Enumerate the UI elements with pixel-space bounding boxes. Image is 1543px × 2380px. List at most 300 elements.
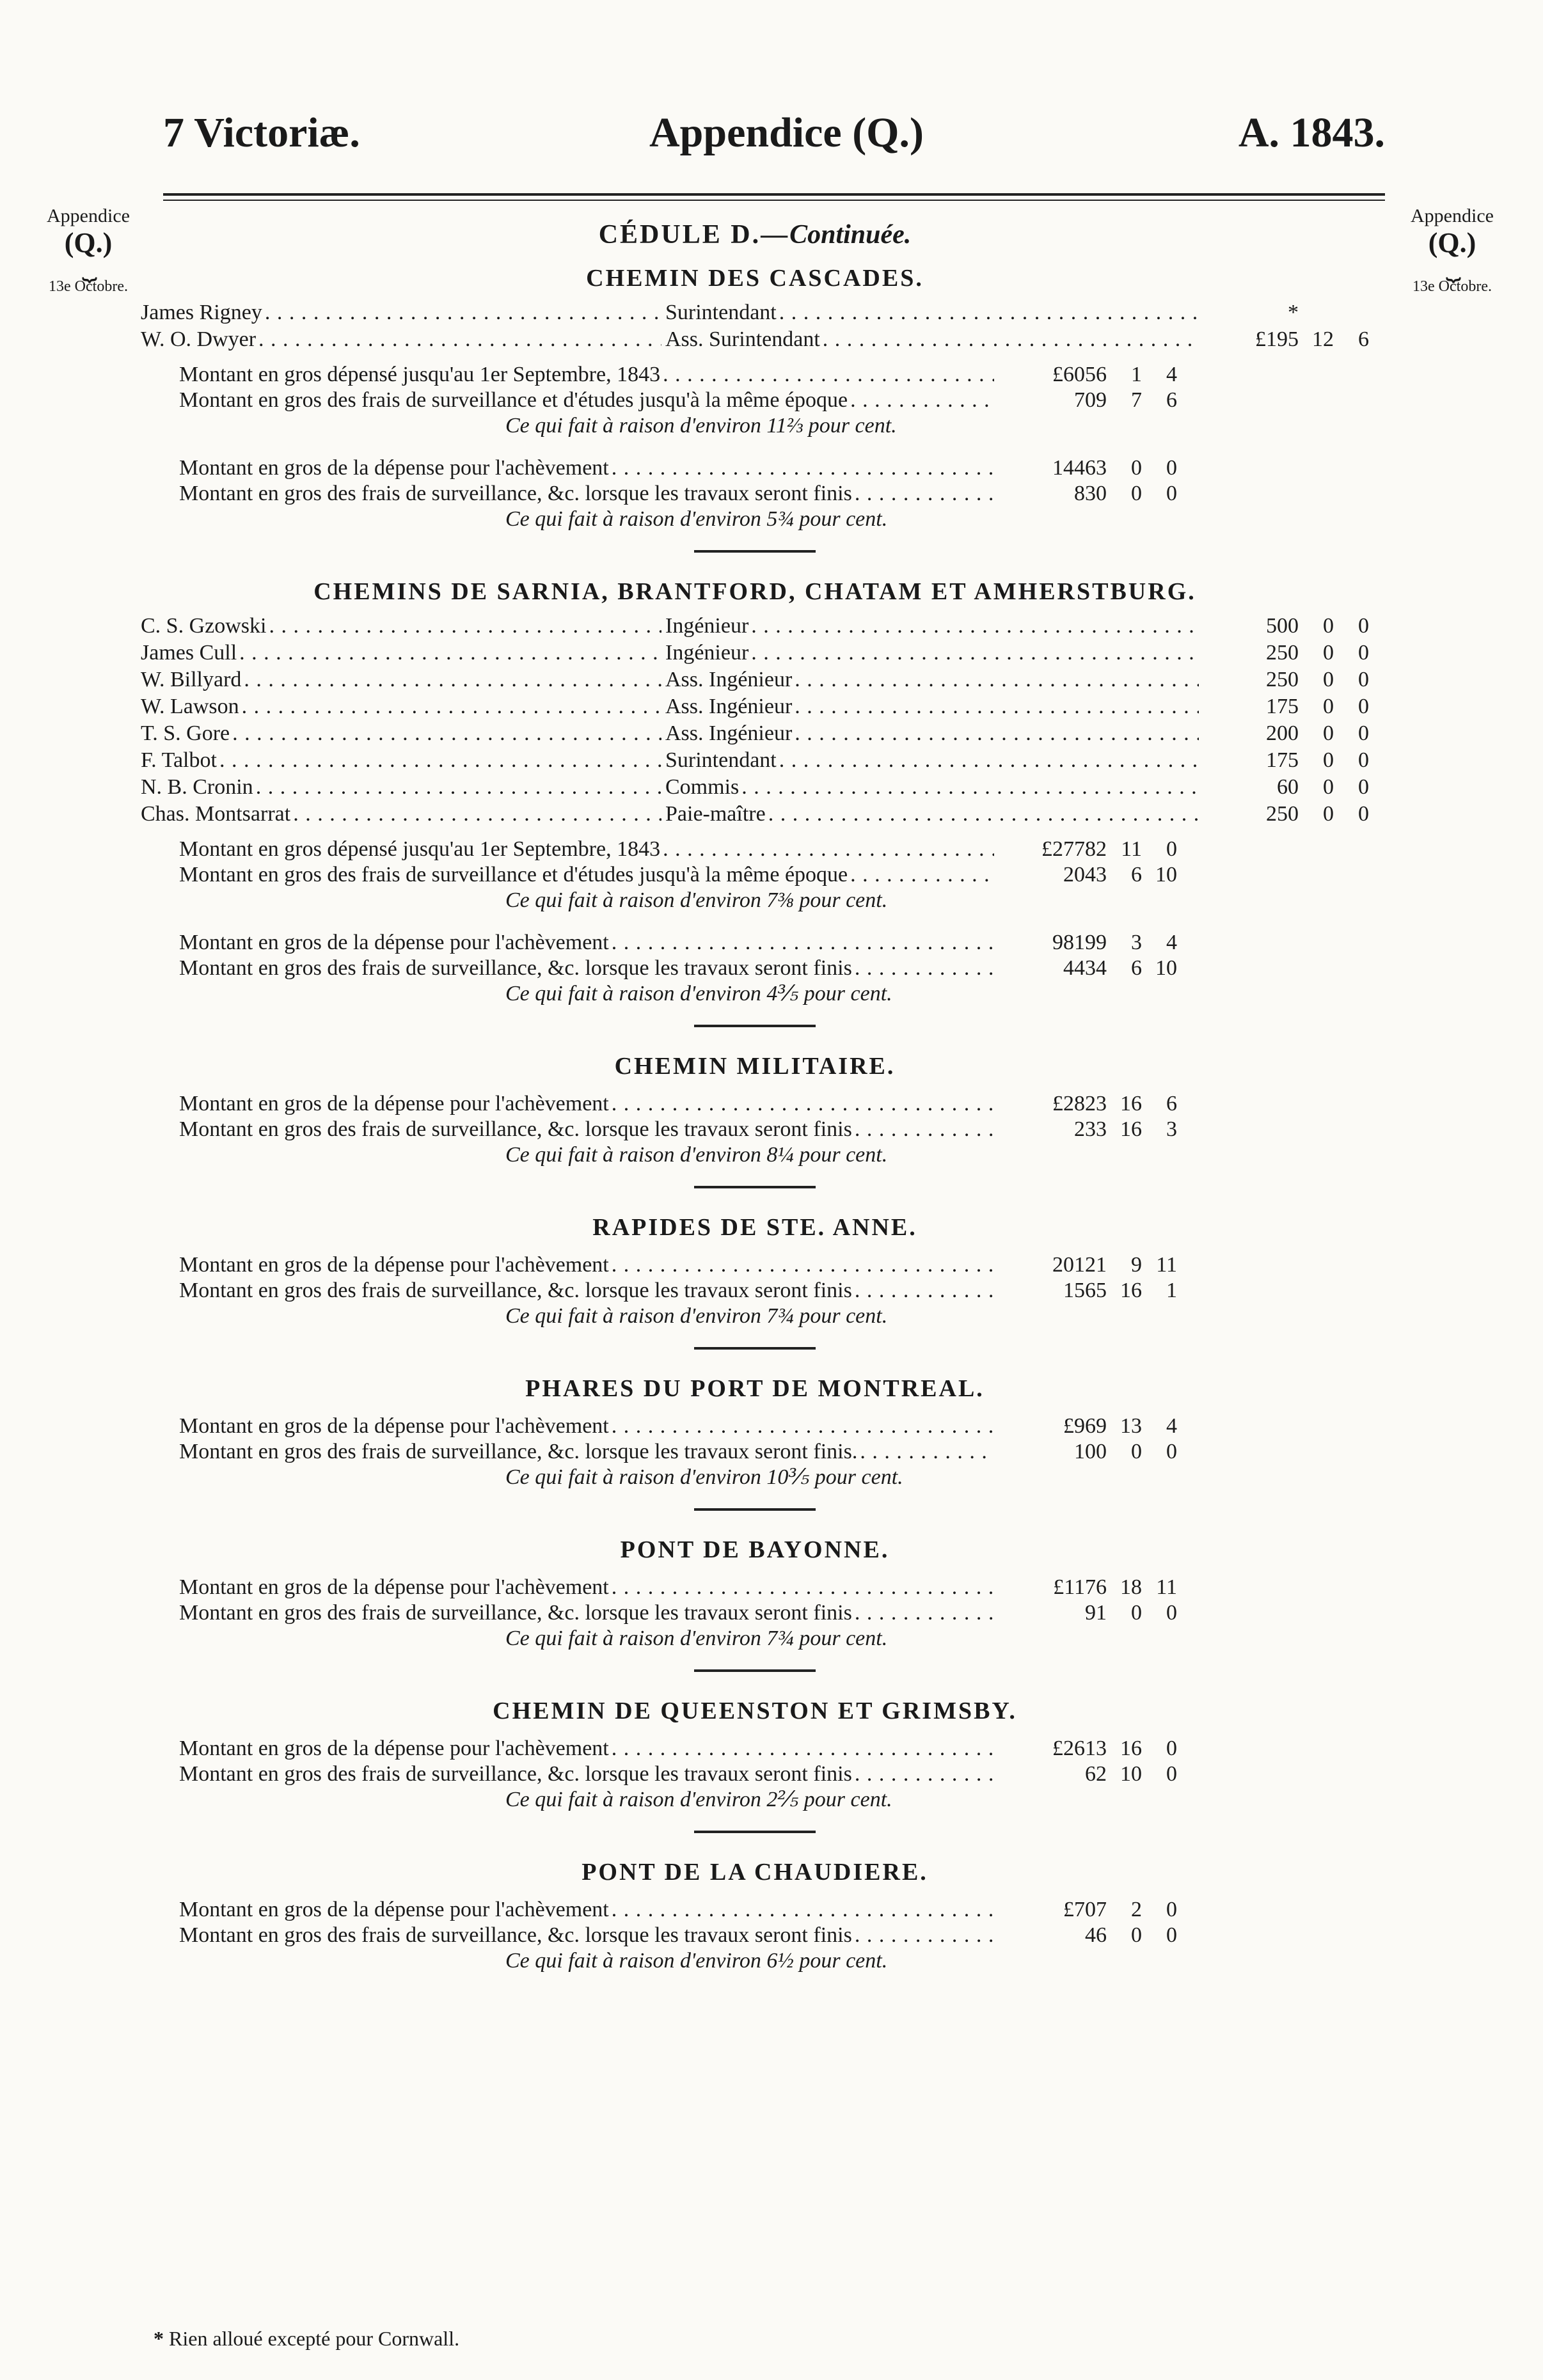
amount-pounds: 175 bbox=[1266, 695, 1299, 718]
schedule-section bbox=[141, 1049, 1369, 1168]
amount-cell bbox=[1203, 666, 1369, 693]
summary-group bbox=[141, 1575, 1369, 1651]
summary-label-cell bbox=[179, 1439, 998, 1465]
dot-leader bbox=[823, 326, 1199, 353]
dot-leader bbox=[850, 862, 994, 888]
dot-leader bbox=[860, 1439, 994, 1465]
dot-leader bbox=[741, 774, 1199, 801]
amount-pounds: 91 bbox=[1085, 1601, 1107, 1625]
amount-pounds: 20121 bbox=[1052, 1253, 1107, 1277]
dot-leader bbox=[242, 693, 661, 720]
summary-group bbox=[141, 1414, 1369, 1490]
staff-role: Ass. Ingénieur bbox=[665, 695, 793, 718]
staff-role-cell bbox=[665, 640, 1203, 666]
staff-name: James Rigney bbox=[141, 301, 262, 324]
schedule-section bbox=[141, 574, 1369, 1007]
dot-leader bbox=[768, 801, 1199, 828]
staff-row bbox=[141, 613, 1369, 640]
summary-line bbox=[141, 388, 1177, 413]
dot-leader bbox=[850, 388, 994, 413]
amount-pounds: 2043 bbox=[1063, 863, 1107, 887]
summary-label: Montant en gros des frais de surveillance, &c. lorsque les travaux seront finis bbox=[179, 1923, 852, 1947]
amount-shillings: 16 bbox=[1120, 1092, 1142, 1115]
running-header bbox=[163, 109, 1385, 173]
dot-leader bbox=[612, 1252, 994, 1278]
amount-shillings: 0 bbox=[1323, 641, 1334, 665]
staff-name: W. O. Dwyer bbox=[141, 327, 257, 351]
amount-shillings: 6 bbox=[1131, 956, 1142, 980]
amount-pence: 0 bbox=[1166, 1737, 1177, 1760]
amount-shillings: 18 bbox=[1120, 1575, 1142, 1599]
amount-shillings: 0 bbox=[1323, 748, 1334, 772]
amount-shillings: 0 bbox=[1323, 695, 1334, 718]
amount-pence: 10 bbox=[1155, 863, 1177, 887]
staff-role: Paie-maître bbox=[665, 802, 766, 826]
amount-pounds: 233 bbox=[1074, 1117, 1107, 1141]
section-divider bbox=[694, 1669, 816, 1672]
summary-label: Montant en gros des frais de surveillance et d'études jusqu'à la même époque bbox=[179, 863, 848, 887]
summary-line bbox=[141, 1414, 1177, 1439]
schedule-title-continued: Continuée. bbox=[789, 220, 912, 249]
dot-leader bbox=[855, 1600, 994, 1626]
dot-leader bbox=[751, 613, 1199, 640]
margin-date: 13e Octobre. bbox=[1412, 278, 1492, 295]
dot-leader bbox=[795, 693, 1199, 720]
amount-pence: 0 bbox=[1358, 695, 1369, 718]
staff-row bbox=[141, 774, 1369, 801]
staff-row bbox=[141, 326, 1369, 353]
summary-line bbox=[141, 1736, 1177, 1761]
staff-name-cell bbox=[141, 693, 665, 720]
summary-label-cell bbox=[179, 1600, 998, 1626]
footnote-text: Rien alloué excepté pour Cornwall. bbox=[169, 2327, 460, 2350]
amount-shillings: 2 bbox=[1131, 1898, 1142, 1921]
summary-label-cell bbox=[179, 1414, 998, 1439]
amount-pounds: 62 bbox=[1085, 1762, 1107, 1786]
dot-leader bbox=[612, 1897, 994, 1923]
dot-leader bbox=[779, 299, 1199, 326]
amount-cell bbox=[1203, 720, 1369, 747]
staff-name-cell bbox=[141, 801, 665, 828]
summary-group bbox=[141, 455, 1369, 532]
dot-leader bbox=[663, 837, 994, 862]
section-title: CHEMIN DES CASCADES. bbox=[586, 265, 924, 292]
amount-pence: 4 bbox=[1166, 363, 1177, 386]
amount-pounds: 98199 bbox=[1052, 931, 1107, 954]
amount-shillings: 7 bbox=[1131, 388, 1142, 412]
dot-leader bbox=[244, 666, 661, 693]
margin-brace: ⏟ bbox=[1446, 252, 1459, 281]
schedule-section bbox=[141, 261, 1369, 532]
section-title: RAPIDES DE STE. ANNE. bbox=[592, 1214, 917, 1241]
amount-pounds: 830 bbox=[1074, 482, 1107, 505]
staff-role-cell bbox=[665, 299, 1203, 326]
summary-line bbox=[141, 1923, 1177, 1948]
staff-name-cell bbox=[141, 720, 665, 747]
amount-shillings: 1 bbox=[1131, 363, 1142, 386]
summary-line bbox=[141, 1439, 1177, 1465]
staff-name: N. B. Cronin bbox=[141, 775, 253, 799]
staff-role: Ingénieur bbox=[665, 641, 749, 665]
summary-label-cell bbox=[179, 1761, 998, 1787]
margin-label: Appendice bbox=[47, 205, 130, 226]
staff-name: F. Talbot bbox=[141, 748, 217, 772]
dot-leader bbox=[855, 1117, 994, 1142]
amount-cell bbox=[998, 1575, 1177, 1600]
amount-pence: 0 bbox=[1358, 614, 1369, 638]
amount-pence: 6 bbox=[1166, 1092, 1177, 1115]
section-divider bbox=[694, 550, 816, 553]
staff-name-cell bbox=[141, 640, 665, 666]
amount-cell bbox=[1203, 747, 1369, 774]
summary-line bbox=[141, 481, 1177, 507]
header-rule bbox=[163, 193, 1385, 196]
summary-label-cell bbox=[179, 862, 998, 888]
amount-pence: 0 bbox=[1358, 641, 1369, 665]
staff-role-cell bbox=[665, 720, 1203, 747]
staff-row bbox=[141, 640, 1369, 666]
amount-pounds: 200 bbox=[1266, 721, 1299, 745]
header-year: A. 1843. bbox=[1238, 109, 1385, 156]
staff-role-cell bbox=[665, 666, 1203, 693]
amount-pence: 3 bbox=[1166, 1117, 1177, 1141]
staff-name: James Cull bbox=[141, 641, 237, 665]
amount-shillings: 0 bbox=[1131, 482, 1142, 505]
amount-pence: 4 bbox=[1166, 1414, 1177, 1438]
amount-cell bbox=[1203, 640, 1369, 666]
summary-label-cell bbox=[179, 1091, 998, 1117]
amount-pence: 1 bbox=[1166, 1279, 1177, 1302]
summary-group bbox=[141, 837, 1369, 913]
summary-line bbox=[141, 1761, 1177, 1787]
amount-pence: 0 bbox=[1166, 1898, 1177, 1921]
amount-shillings: 0 bbox=[1323, 775, 1334, 799]
staff-name-cell bbox=[141, 613, 665, 640]
amount-shillings bbox=[1299, 299, 1334, 326]
dot-leader bbox=[258, 326, 661, 353]
summary-line bbox=[141, 1252, 1177, 1278]
staff-role: Ingénieur bbox=[665, 614, 749, 638]
amount-cell bbox=[998, 455, 1177, 481]
percentage-note: Ce qui fait à raison d'environ 2⅖ pour cent. bbox=[505, 1788, 892, 1811]
amount-pence: 6 bbox=[1358, 327, 1369, 351]
section-divider bbox=[694, 1025, 816, 1027]
summary-label: Montant en gros des frais de surveillance, &c. lorsque les travaux seront finis bbox=[179, 1117, 852, 1141]
staff-name: C. S. Gzowski bbox=[141, 614, 267, 638]
section-divider bbox=[694, 1508, 816, 1511]
summary-line bbox=[141, 362, 1177, 388]
summary-label: Montant en gros de la dépense pour l'achèvement bbox=[179, 456, 609, 480]
amount-cell bbox=[1203, 693, 1369, 720]
amount-pounds: £707 bbox=[1063, 1898, 1107, 1921]
amount-cell bbox=[998, 837, 1177, 862]
amount-shillings: 16 bbox=[1120, 1737, 1142, 1760]
summary-line bbox=[141, 862, 1177, 888]
amount-shillings: 0 bbox=[1323, 668, 1334, 691]
amount-cell bbox=[998, 1897, 1177, 1923]
amount-pounds: 60 bbox=[1277, 775, 1299, 799]
summary-group bbox=[141, 1252, 1369, 1329]
dot-leader bbox=[219, 747, 661, 774]
amount-cell bbox=[998, 1278, 1177, 1304]
dot-leader bbox=[612, 1414, 994, 1439]
summary-line bbox=[141, 1897, 1177, 1923]
amount-cell bbox=[998, 1091, 1177, 1117]
section-title: PHARES DU PORT DE MONTREAL. bbox=[525, 1375, 985, 1402]
dot-leader bbox=[293, 801, 661, 828]
amount-cell bbox=[1203, 774, 1369, 801]
amount-cell bbox=[998, 930, 1177, 956]
staff-list bbox=[141, 299, 1369, 353]
summary-label: Montant en gros des frais de surveillance, &c. lorsque les travaux seront finis bbox=[179, 482, 852, 505]
dot-leader bbox=[855, 1761, 994, 1787]
dot-leader bbox=[269, 613, 661, 640]
section-divider bbox=[694, 1831, 816, 1833]
staff-name: Chas. Montsarrat bbox=[141, 802, 291, 826]
amount-shillings: 0 bbox=[1323, 614, 1334, 638]
staff-name-cell bbox=[141, 747, 665, 774]
summary-label-cell bbox=[179, 1252, 998, 1278]
staff-row bbox=[141, 720, 1369, 747]
amount-shillings: 10 bbox=[1120, 1762, 1142, 1786]
dot-leader bbox=[256, 774, 661, 801]
amount-pence: 0 bbox=[1358, 721, 1369, 745]
amount-pounds: * bbox=[1288, 301, 1299, 324]
summary-label-cell bbox=[179, 1575, 998, 1600]
amount-cell bbox=[998, 1600, 1177, 1626]
summary-line bbox=[141, 1575, 1177, 1600]
amount-shillings: 0 bbox=[1131, 456, 1142, 480]
amount-pence: 0 bbox=[1166, 456, 1177, 480]
amount-pence: 0 bbox=[1166, 1762, 1177, 1786]
summary-line bbox=[141, 1091, 1177, 1117]
amount-cell bbox=[998, 1414, 1177, 1439]
footnote bbox=[154, 2327, 459, 2351]
amount-pounds: 250 bbox=[1266, 641, 1299, 665]
summary-line bbox=[141, 1117, 1177, 1142]
amount-pounds: 175 bbox=[1266, 748, 1299, 772]
staff-role-cell bbox=[665, 774, 1203, 801]
summary-label-cell bbox=[179, 1736, 998, 1761]
amount-shillings: 0 bbox=[1131, 1440, 1142, 1463]
amount-pence: 0 bbox=[1358, 802, 1369, 826]
amount-cell bbox=[1203, 299, 1369, 326]
amount-cell bbox=[998, 956, 1177, 981]
summary-label: Montant en gros de la dépense pour l'achèvement bbox=[179, 1414, 609, 1438]
header-appendix: Appendice (Q.) bbox=[649, 109, 924, 156]
summary-label-cell bbox=[179, 481, 998, 507]
schedule-section bbox=[141, 1210, 1369, 1329]
margin-note-left bbox=[18, 205, 159, 298]
amount-pence: 0 bbox=[1166, 1440, 1177, 1463]
dot-leader bbox=[612, 1091, 994, 1117]
summary-label-cell bbox=[179, 455, 998, 481]
staff-role-cell bbox=[665, 613, 1203, 640]
schedule-title-main: CÉDULE D.— bbox=[598, 220, 790, 249]
summary-label-cell bbox=[179, 362, 998, 388]
dot-leader bbox=[751, 640, 1199, 666]
summary-label: Montant en gros des frais de surveillance, &c. lorsque les travaux seront finis bbox=[179, 956, 852, 980]
summary-group bbox=[141, 1736, 1369, 1813]
summary-label: Montant en gros de la dépense pour l'achèvement bbox=[179, 1898, 609, 1921]
amount-cell bbox=[998, 1439, 1177, 1465]
dot-leader bbox=[265, 299, 661, 326]
schedule-title bbox=[141, 217, 1369, 252]
amount-pence: 0 bbox=[1166, 837, 1177, 861]
amount-shillings: 13 bbox=[1120, 1414, 1142, 1438]
section-title: CHEMIN DE QUEENSTON ET GRIMSBY. bbox=[493, 1698, 1017, 1724]
summary-label: Montant en gros des frais de surveillance, &c. lorsque les travaux seront finis. bbox=[179, 1440, 858, 1463]
amount-shillings: 0 bbox=[1131, 1601, 1142, 1625]
dot-leader bbox=[663, 362, 994, 388]
amount-pounds: 250 bbox=[1266, 668, 1299, 691]
amount-pence: 0 bbox=[1358, 775, 1369, 799]
amount-pounds: £195 bbox=[1255, 327, 1299, 351]
staff-role: Surintendant bbox=[665, 301, 777, 324]
header-regnal-year: 7 Victoriæ. bbox=[163, 109, 360, 156]
amount-shillings: 0 bbox=[1323, 802, 1334, 826]
dot-leader bbox=[779, 747, 1199, 774]
dot-leader bbox=[855, 1278, 994, 1304]
staff-row bbox=[141, 299, 1369, 326]
amount-cell bbox=[998, 388, 1177, 413]
staff-name: T. S. Gore bbox=[141, 721, 230, 745]
dot-leader bbox=[612, 455, 994, 481]
margin-date: 13e Octobre. bbox=[49, 278, 128, 295]
amount-shillings: 9 bbox=[1131, 1253, 1142, 1277]
summary-group bbox=[141, 362, 1369, 439]
staff-role-cell bbox=[665, 747, 1203, 774]
staff-role-cell bbox=[665, 801, 1203, 828]
schedule-section bbox=[141, 1533, 1369, 1651]
staff-role: Ass. Ingénieur bbox=[665, 668, 793, 691]
footnote-mark: * bbox=[154, 2327, 164, 2350]
amount-pence: 4 bbox=[1166, 931, 1177, 954]
summary-label: Montant en gros dépensé jusqu'au 1er Septembre, 1843 bbox=[179, 363, 661, 386]
section-title: CHEMINS DE SARNIA, BRANTFORD, CHATAM ET AMHERSTBURG. bbox=[313, 578, 1196, 605]
staff-list bbox=[141, 613, 1369, 828]
staff-name: W. Billyard bbox=[141, 668, 242, 691]
summary-label: Montant en gros de la dépense pour l'achèvement bbox=[179, 1737, 609, 1760]
summary-label: Montant en gros de la dépense pour l'achèvement bbox=[179, 1092, 609, 1115]
amount-pounds: 709 bbox=[1074, 388, 1107, 412]
summary-label-cell bbox=[179, 1897, 998, 1923]
summary-label-cell bbox=[179, 837, 998, 862]
margin-note-right bbox=[1382, 205, 1523, 298]
summary-line bbox=[141, 956, 1177, 981]
section-title: PONT DE BAYONNE. bbox=[620, 1536, 890, 1563]
summary-label-cell bbox=[179, 1117, 998, 1142]
dot-leader bbox=[612, 1736, 994, 1761]
summary-label: Montant en gros des frais de surveillance, &c. lorsque les travaux seront finis bbox=[179, 1601, 852, 1625]
amount-pence: 11 bbox=[1156, 1575, 1177, 1599]
amount-pounds: 14463 bbox=[1052, 456, 1107, 480]
summary-group bbox=[141, 1091, 1369, 1168]
schedule-body bbox=[141, 217, 1369, 1974]
summary-label: Montant en gros des frais de surveillance, &c. lorsque les travaux seront finis bbox=[179, 1762, 852, 1786]
percentage-note: Ce qui fait à raison d'environ 4⅗ pour cent. bbox=[505, 982, 892, 1005]
amount-pence: 0 bbox=[1358, 748, 1369, 772]
amount-pounds: 100 bbox=[1074, 1440, 1107, 1463]
amount-pounds: 1565 bbox=[1063, 1279, 1107, 1302]
staff-name-cell bbox=[141, 666, 665, 693]
dot-leader bbox=[612, 930, 994, 956]
staff-role-cell bbox=[665, 693, 1203, 720]
schedule-section bbox=[141, 1855, 1369, 1974]
dot-leader bbox=[239, 640, 661, 666]
summary-line bbox=[141, 1278, 1177, 1304]
amount-cell bbox=[998, 481, 1177, 507]
amount-pounds: £969 bbox=[1063, 1414, 1107, 1438]
amount-cell bbox=[998, 1117, 1177, 1142]
staff-role: Commis bbox=[665, 775, 740, 799]
amount-pence: 11 bbox=[1156, 1253, 1177, 1277]
staff-name-cell bbox=[141, 299, 665, 326]
margin-label: Appendice bbox=[1411, 205, 1494, 226]
summary-line bbox=[141, 455, 1177, 481]
summary-label-cell bbox=[179, 1278, 998, 1304]
dot-leader bbox=[612, 1575, 994, 1600]
summary-label: Montant en gros de la dépense pour l'achèvement bbox=[179, 1253, 609, 1277]
amount-pounds: £2823 bbox=[1052, 1092, 1107, 1115]
summary-line bbox=[141, 930, 1177, 956]
amount-cell bbox=[1203, 326, 1369, 353]
amount-pence: 0 bbox=[1166, 1601, 1177, 1625]
staff-role: Ass. Ingénieur bbox=[665, 721, 793, 745]
amount-pounds: 46 bbox=[1085, 1923, 1107, 1947]
section-divider bbox=[694, 1347, 816, 1350]
dot-leader bbox=[232, 720, 661, 747]
amount-pence: 0 bbox=[1166, 482, 1177, 505]
percentage-note: Ce qui fait à raison d'environ 7⅜ pour cent. bbox=[505, 888, 888, 912]
amount-pounds: £2613 bbox=[1052, 1737, 1107, 1760]
summary-line bbox=[141, 837, 1177, 862]
amount-pence bbox=[1334, 299, 1369, 326]
amount-shillings: 11 bbox=[1121, 837, 1142, 861]
margin-brace: ⏟ bbox=[82, 252, 95, 281]
staff-name-cell bbox=[141, 774, 665, 801]
amount-cell bbox=[998, 862, 1177, 888]
amount-pence: 0 bbox=[1358, 668, 1369, 691]
amount-cell bbox=[998, 1252, 1177, 1278]
summary-line bbox=[141, 1600, 1177, 1626]
percentage-note: Ce qui fait à raison d'environ 8¼ pour cent. bbox=[505, 1143, 888, 1167]
section-title: CHEMIN MILITAIRE. bbox=[614, 1053, 896, 1080]
header-rule-thin bbox=[163, 200, 1385, 201]
percentage-note: Ce qui fait à raison d'environ 6½ pour cent. bbox=[505, 1949, 888, 1973]
summary-label-cell bbox=[179, 388, 998, 413]
percentage-note: Ce qui fait à raison d'environ 10⅗ pour cent. bbox=[505, 1465, 903, 1489]
summary-group bbox=[141, 1897, 1369, 1974]
dot-leader bbox=[855, 481, 994, 507]
staff-role: Surintendant bbox=[665, 748, 777, 772]
amount-pounds: 4434 bbox=[1063, 956, 1107, 980]
staff-row bbox=[141, 801, 1369, 828]
dot-leader bbox=[855, 956, 994, 981]
margin-letter: (Q.) bbox=[64, 227, 113, 258]
percentage-note: Ce qui fait à raison d'environ 5¾ pour cent. bbox=[505, 507, 888, 531]
summary-label: Montant en gros de la dépense pour l'achèvement bbox=[179, 931, 609, 954]
amount-shillings: 16 bbox=[1120, 1279, 1142, 1302]
amount-shillings: 16 bbox=[1120, 1117, 1142, 1141]
amount-cell bbox=[1203, 613, 1369, 640]
schedule-section bbox=[141, 1371, 1369, 1490]
dot-leader bbox=[855, 1923, 994, 1948]
summary-label-cell bbox=[179, 1923, 998, 1948]
amount-pence: 10 bbox=[1155, 956, 1177, 980]
staff-row bbox=[141, 666, 1369, 693]
amount-pence: 6 bbox=[1166, 388, 1177, 412]
